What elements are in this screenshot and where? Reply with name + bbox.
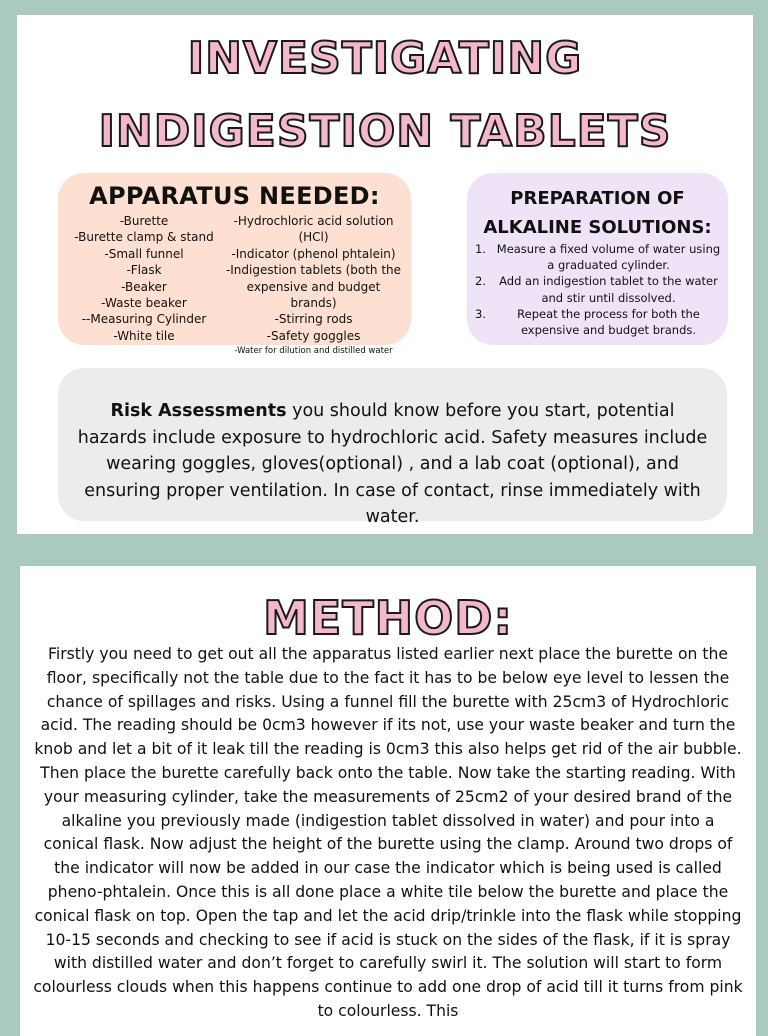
preparation-box xyxy=(467,173,728,345)
apparatus-item: -Waste beaker xyxy=(101,296,187,311)
step-number: 3. xyxy=(475,306,486,321)
apparatus-box xyxy=(58,173,411,357)
step-number: 2. xyxy=(475,274,486,289)
risk-assessment-box xyxy=(58,368,727,527)
preparation-steps xyxy=(475,241,724,338)
preparation-step xyxy=(475,273,724,305)
document-page-1 xyxy=(17,15,753,534)
apparatus-item: -White tile xyxy=(113,328,175,343)
risk-assessment-lead: Risk Assessments xyxy=(110,401,287,421)
step-text: Repeat the process for both the expensive and budget brands. xyxy=(517,306,700,338)
apparatus-heading: APPARATUS NEEDED: xyxy=(89,182,380,210)
apparatus-item: -Burette xyxy=(119,214,169,228)
step-text: Add an indigestion tablet to the water and stir until dissolved. xyxy=(499,274,718,305)
method-title: METHOD: xyxy=(263,591,513,645)
preparation-heading: PREPARATION OF ALKALINE SOLUTIONS: xyxy=(483,188,712,238)
apparatus-item: (HCl) xyxy=(298,230,329,245)
apparatus-item: -Indigestion tablets (both the xyxy=(225,263,402,278)
step-text: Measure a fixed volume of water using a graduated cylinder. xyxy=(496,242,721,273)
apparatus-item: expensive and budget brands) xyxy=(246,279,381,311)
apparatus-item: -Flask xyxy=(126,263,162,278)
title-line-1: INVESTIGATING xyxy=(187,33,583,84)
apparatus-item: -Hydrochloric acid solution xyxy=(233,214,394,228)
apparatus-item: -Indicator (phenol phtalein) xyxy=(231,246,396,261)
step-number: 1. xyxy=(475,242,486,256)
apparatus-item: -Stirring rods xyxy=(274,312,353,327)
preparation-step xyxy=(475,306,724,338)
risk-assessment-text xyxy=(74,398,711,531)
apparatus-item: -Safety goggles xyxy=(266,328,361,343)
title-line-2: INDIGESTION TABLETS xyxy=(98,106,672,157)
apparatus-list-right xyxy=(222,213,405,358)
preparation-step xyxy=(475,241,724,273)
apparatus-list-left xyxy=(66,213,222,344)
apparatus-item: --Measuring Cylinder xyxy=(81,312,207,327)
apparatus-item: -Burette clamp & stand xyxy=(74,230,214,245)
apparatus-item: -Water for dilution and distilled water xyxy=(234,346,393,357)
document-page-2 xyxy=(20,566,756,1036)
apparatus-item: -Beaker xyxy=(121,279,167,294)
risk-assessment-body: you should know before you start, potential hazards include exposure to hydrochloric acid. Safety measures include wearing goggles, gloves(optional) , and a lab coat (optional), and ensuring proper ventilation. In case of contact, rinse immediately with water. xyxy=(77,401,708,527)
apparatus-item: -Small funnel xyxy=(104,246,184,261)
method-text: Firstly you need to get out all the apparatus listed earlier next place the burette on the floor, specifically not the table due to the fact it has to be below eye level to lessen the chance of spillages and risks. Using a funnel fill the burette with 25cm3 of Hydrochloric acid. The reading should be 0cm3 however if its not, use your waste beaker and turn the knob and let a bit of it leak till the reading is 0cm3 this also helps get rid of the air bubble. Then place the burette carefully back onto the table. Now take the starting reading. With your measuring cylinder, take the measurements of 25cm2 of your desired brand of the alkaline you previously made (indigestion tablet dissolved in water) and pour into a conical flask. Now adjust the height of the burette using the clamp. Around two drops of the indicator will now be added in our case the indicator which is being used is called pheno-phtalein. Once this is all done place a white tile below the burette and place the conical flask on top. Open the tap and let the acid drip/trinkle into the flask while stopping 10-15 seconds and checking to see if acid is stuck on the sides of the flask, if it is spray with distilled water and don’t forget to carefully swirl it. The solution will start to form colourless clouds when this happens continue to add one drop of acid till it turns from pink to colourless. This xyxy=(33,645,743,1020)
